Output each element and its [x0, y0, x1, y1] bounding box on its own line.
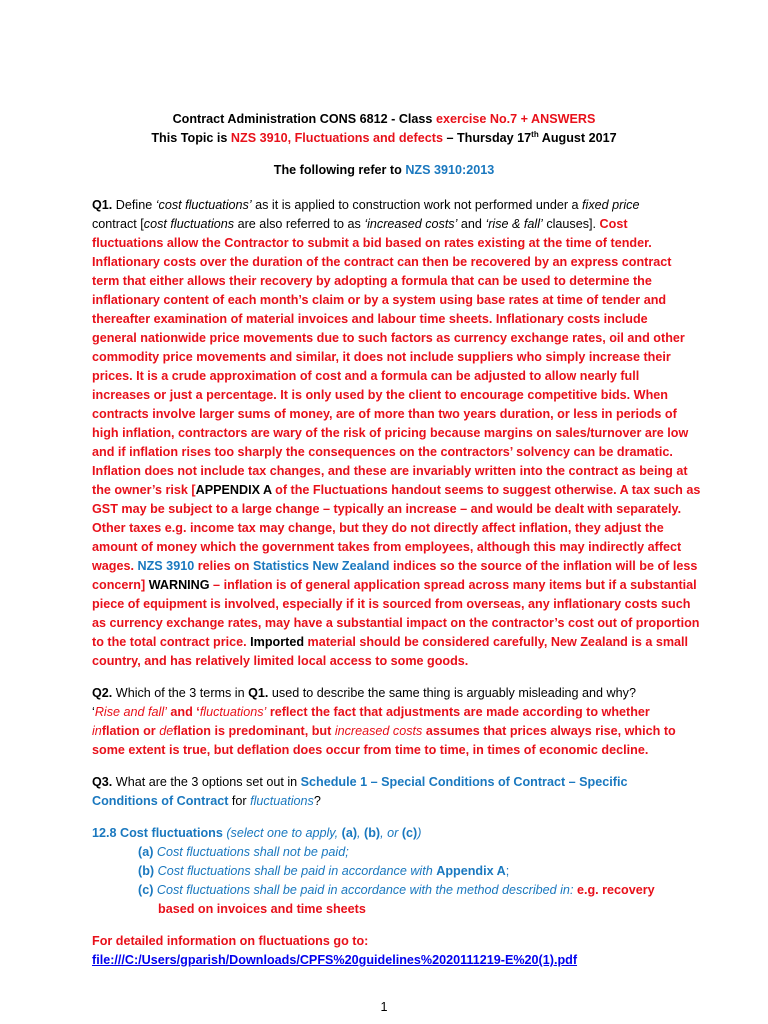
title-text: Contract Administration CONS 6812 - Class: [172, 112, 436, 126]
option-label: (c): [138, 883, 154, 897]
clause-option-c: [138, 881, 698, 900]
q1-answer-line: thereafter examination of material invoices and labour time sheets. Inflationary costs include: [92, 312, 648, 326]
topic-date: – Thursday 17: [442, 131, 532, 145]
appendix-ref: Appendix A: [436, 864, 506, 878]
clause-option-a: [138, 843, 698, 862]
title-highlight: exercise No.7 + ANSWERS: [435, 112, 596, 126]
reference-standard: NZS 3910:2013: [405, 163, 495, 177]
term: fluctuations’: [199, 705, 267, 719]
q1-text: are also referred to as: [234, 217, 365, 231]
q2-answer-line: some extent is true, but deflation does occur from time to time, in times of economic decline.: [92, 743, 649, 757]
q1-answer-line: [92, 481, 712, 500]
q1-text: as it is applied to construction work not performed under a: [251, 198, 583, 212]
q1-answer-text: to the total contract price.: [92, 635, 251, 649]
appendix-ref: APPENDIX A: [195, 483, 272, 497]
quote-mark: ‘: [92, 705, 95, 719]
q1-answer-text: the owner’s risk [: [92, 483, 196, 497]
q1-answer-line: increases or just a percentage. It is only used by the client to encourage competitive bids. When: [92, 388, 668, 402]
q3-number: Q3.: [92, 775, 113, 789]
term: fluctuations: [250, 794, 314, 808]
page-number: 1: [380, 1000, 388, 1014]
q1-line-1: [92, 196, 712, 215]
imported-label: Imported: [250, 635, 305, 649]
q1-answer-line: as currency exchange rates, may have a substantial impact on the contractor’s cost out of proportion: [92, 616, 700, 630]
schedule-ref: Schedule 1 – Special Conditions of Contract – Specific: [300, 775, 628, 789]
prefix: in: [92, 724, 102, 738]
separator: ): [417, 826, 422, 840]
q2-line-1: [92, 684, 712, 703]
q2-answer-text: and ‘: [166, 705, 200, 719]
q1-term: ‘rise & fall’: [485, 217, 543, 231]
q1-answer-start: Cost: [599, 217, 628, 231]
q2-text: Which of the 3 terms in: [112, 686, 249, 700]
q1-answer-line: prices. It is a crude approximation of cost and a formula can be adjusted to allow nearly full: [92, 369, 640, 383]
q1-number: Q1.: [92, 198, 113, 212]
q1-text: Define: [112, 198, 156, 212]
q1-ref: Q1.: [248, 686, 269, 700]
q2-answer-line: [92, 703, 712, 722]
clause-option-c-answer: based on invoices and time sheets: [158, 902, 366, 916]
q1-answer-line: general nationwide price movements due to such factors as currency exchange rates, oil and other: [92, 331, 685, 345]
q1-answer-text: concern]: [92, 578, 149, 592]
option-label: (a): [138, 845, 154, 859]
q1-answer-line: [92, 633, 712, 652]
q1-answer-line: inflationary content of each month’s claim or by a system using base rates at time of tender and: [92, 293, 667, 307]
q1-answer-line: Other taxes e.g. income tax may change, but they do not directly affect inflation, they adjust the: [92, 521, 664, 535]
q1-answer-text: material should be considered carefully, New Zealand is a small: [304, 635, 689, 649]
q3-line-1: [92, 773, 712, 792]
standard-ref: NZS 3910: [137, 559, 195, 573]
option-answer: e.g. recovery: [576, 883, 655, 897]
topic-prefix: This Topic is: [151, 131, 231, 145]
option-text: Cost fluctuations shall be paid in accordance with the method described in:: [153, 883, 577, 897]
q2-answer-text: flation is predominant, but: [173, 724, 335, 738]
term: increased costs: [334, 724, 423, 738]
q1-answer-text: relies on: [194, 559, 253, 573]
q1-answer-line: [92, 576, 712, 595]
separator: , or: [380, 826, 402, 840]
clause-title: [92, 824, 712, 843]
q3-text: for: [228, 794, 251, 808]
option-label: (b): [364, 826, 381, 840]
option-text: Cost fluctuations shall not be paid;: [153, 845, 349, 859]
prefix: de: [159, 724, 174, 738]
option-label: (c): [401, 826, 418, 840]
clause-heading: 12.8 Cost fluctuations: [92, 826, 223, 840]
q1-answer-line: country, and has relatively limited local access to some goods.: [92, 654, 469, 668]
q1-line-2: [92, 215, 712, 234]
q1-answer-line: and if inflation rises too sharply the consequences on the contractors’ solvency can be dramatic.: [92, 445, 673, 459]
q1-answer-line: term that either allows their recovery by adopting a formula that can be used to determine the: [92, 274, 652, 288]
q1-answer-line: amount of money which the government takes from employees, although this may indirectly affect: [92, 540, 682, 554]
info-heading: For detailed information on fluctuations go to:: [92, 934, 369, 948]
q1-text: and: [457, 217, 486, 231]
q1-answer-line: commodity price movements and similar, it does not include suppliers who simply increase their: [92, 350, 671, 364]
q2-number: Q2.: [92, 686, 113, 700]
q2-answer-line: [92, 722, 712, 741]
q1-answer-line: GST may be subject to a large change – typically an increase – and would be dealt with separately.: [92, 502, 682, 516]
topic-line: [0, 129, 768, 148]
q1-term: fixed price: [582, 198, 640, 212]
q1-answer-line: fluctuations allow the Contractor to submit a bid based on rates existing at the time of tender.: [92, 236, 652, 250]
separator: ,: [357, 826, 365, 840]
q1-answer-text: of the Fluctuations handout seems to suggest otherwise. A tax such as: [271, 483, 701, 497]
q3-text: ?: [313, 794, 321, 808]
term: Rise and fall’: [94, 705, 167, 719]
q1-answer-text: indices so the source of the inflation will be of less: [389, 559, 698, 573]
q1-text: clauses].: [542, 217, 600, 231]
option-label: (b): [138, 864, 155, 878]
option-text: ;: [505, 864, 510, 878]
reference-prefix: The following refer to: [273, 163, 406, 177]
q2-text: used to describe the same thing is arguably misleading and why?: [268, 686, 636, 700]
q1-answer-text: wages.: [92, 559, 138, 573]
q1-answer-line: piece of equipment is involved, especially if it is sourced from overseas, any inflationary costs such: [92, 597, 691, 611]
reference-line: [0, 161, 768, 180]
q1-text: contract [: [92, 217, 144, 231]
stats-nz-ref: Statistics New Zealand: [253, 559, 390, 573]
q1-term: ‘increased costs’: [364, 217, 458, 231]
q1-answer-line: [92, 557, 712, 576]
clause-note: (select one to apply,: [222, 826, 342, 840]
clause-option-b: [138, 862, 698, 881]
topic-highlight: NZS 3910, Fluctuations and defects: [230, 131, 443, 145]
q1-answer-text: – inflation is of general application spread across many items but if a substantial: [209, 578, 697, 592]
q2-answer-text: reflect the fact that adjustments are made according to whether: [266, 705, 650, 719]
q3-text: What are the 3 options set out in: [112, 775, 301, 789]
document-title: [0, 110, 768, 129]
warning-label: WARNING: [148, 578, 210, 592]
q1-term: cost fluctuations: [143, 217, 235, 231]
option-text: Cost fluctuations shall be paid in accordance with: [154, 864, 437, 878]
option-label: (a): [341, 826, 358, 840]
topic-date-end: August 2017: [538, 131, 617, 145]
q2-answer-text: flation or: [101, 724, 160, 738]
q1-answer-line: high inflation, contractors are wary of the risk of pricing because margins on sales/turnover are low: [92, 426, 689, 440]
q1-term: ‘cost fluctuations’: [155, 198, 252, 212]
q1-answer-line: contracts involve larger sums of money, are of more than two years duration, or less in periods of: [92, 407, 677, 421]
q1-answer-line: Inflation does not include tax changes, and these are invariably written into the contract as being at: [92, 464, 688, 478]
q3-line-2: [92, 792, 712, 811]
q1-answer-line: Inflationary costs over the duration of the contract can then be recovered by an express contract: [92, 255, 672, 269]
q2-answer-text: assumes that prices always rise, which to: [422, 724, 676, 738]
date-superscript: th: [531, 129, 539, 139]
schedule-ref: Conditions of Contract: [92, 794, 229, 808]
guidelines-link[interactable]: file:///C:/Users/gparish/Downloads/CPFS%20guidelines%2020111219-E%20(1).pdf: [92, 953, 578, 967]
